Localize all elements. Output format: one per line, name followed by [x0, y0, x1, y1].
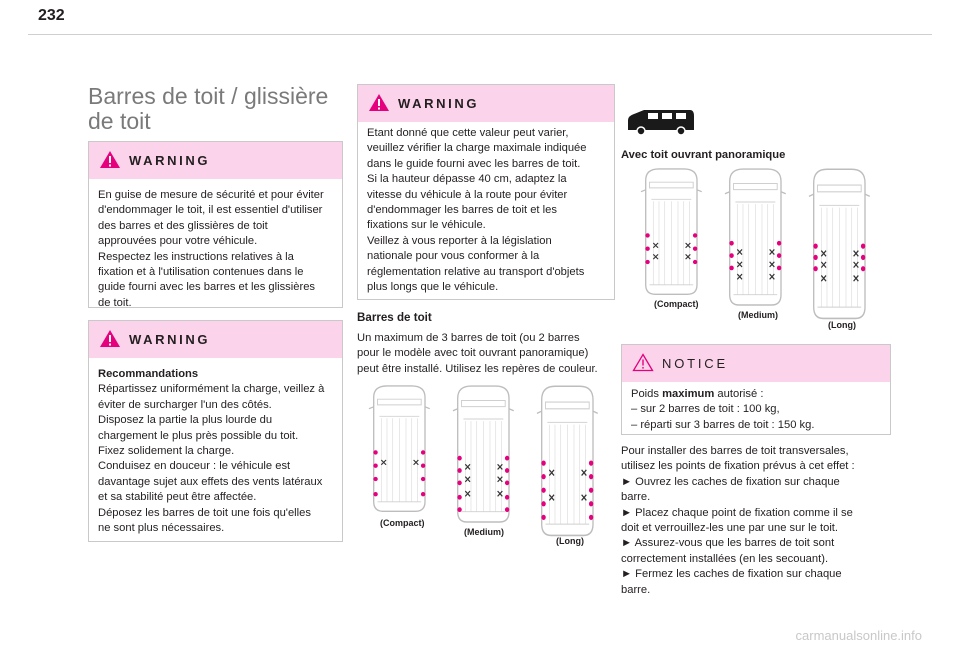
notice-header	[622, 345, 890, 382]
warning-label: WARNING	[398, 96, 480, 111]
warning-box-2	[88, 320, 343, 542]
install-line: ► Ouvrez les caches de fixation sur chaque	[621, 475, 840, 488]
van-diagram-compact	[641, 169, 702, 294]
notice-line-3: – réparti sur 3 barres de toit : 150 kg.	[631, 418, 815, 431]
install-line: doit et verrouillez-les une par une sur le toit.	[621, 522, 839, 535]
warning-line: fixation et à l'utilisation contenues dans le	[98, 266, 304, 279]
notice-text: Poids	[631, 388, 663, 400]
install-line: correctement installées (en les secouant).	[621, 552, 829, 565]
diagram-label-medium: (Medium)	[738, 310, 778, 320]
warning-line: Si la hauteur dépasse 40 cm, adaptez la	[367, 173, 567, 186]
warning-triangle-icon	[99, 329, 121, 348]
warning-line: d'endommager le toit, il est essentiel d'utiliser	[98, 204, 323, 217]
warning-line: Veillez à vous reporter à la législation	[367, 234, 552, 247]
page-title: Barres de toit / glissière de toit	[88, 83, 329, 134]
warning-line: nationale pour vous conformer à la	[367, 250, 540, 263]
notice-line-2: – sur 2 barres de toit : 100 kg,	[631, 403, 780, 416]
warning-line: éviter de surcharger l'un des côtés.	[98, 398, 272, 411]
notice-bold: maximum	[662, 388, 715, 400]
warning-line: Répartissez uniformément la charge, veillez à	[98, 383, 325, 396]
header-divider	[28, 34, 932, 35]
diagram-label-medium: (Medium)	[464, 527, 504, 537]
warning-line: plus longs que le véhicule.	[367, 281, 499, 294]
warning-line: Disposez la partie la plus lourde du	[98, 414, 273, 427]
roof-diagrams-panoramic	[640, 165, 876, 342]
diagram-label-compact: (Compact)	[654, 299, 699, 309]
warning-line: vitesse du véhicule à la route pour éviter	[367, 188, 568, 201]
van-diagram-compact	[369, 386, 430, 511]
warning-line: Déposez les barres de toit une fois qu'elles	[98, 506, 311, 519]
notice-line-1	[631, 387, 882, 402]
warning-line: et sa stabilité peut être affectée.	[98, 491, 257, 504]
warning-triangle-icon	[99, 150, 121, 169]
section-text	[357, 331, 613, 377]
warning-line: veuillez vérifier la charge maximale indiquée	[367, 142, 587, 155]
warning-line: Conduisez en douceur : le véhicule est	[98, 460, 291, 473]
warning-triangle-icon	[368, 93, 390, 112]
notice-triangle-icon	[632, 353, 654, 372]
section-line: peut être installé. Utilisez les repères de couleur.	[357, 362, 598, 375]
install-line: ► Fermez les caches de fixation sur chaque	[621, 568, 842, 581]
warning-line: guide fourni avec les barres et les glissières	[98, 281, 316, 294]
install-line: ► Placez chaque point de fixation comme il se	[621, 506, 853, 519]
warning-line: Respectez les instructions relatives à la	[98, 250, 294, 263]
install-line: utilisez les points de fixation prévus à cet effet :	[621, 460, 855, 473]
warning-line: ne sont plus nécessaires.	[98, 522, 225, 535]
notice-box	[621, 344, 891, 435]
install-line: barre.	[621, 583, 651, 596]
warning-label: WARNING	[129, 153, 211, 168]
notice-label: NOTICE	[662, 356, 728, 371]
warning-line: fixations sur le véhicule.	[367, 219, 486, 232]
page-number: 232	[38, 7, 65, 24]
van-diagram-medium	[725, 169, 786, 305]
warning-header	[89, 142, 342, 179]
warning-line: des barres et des glissières de toit	[98, 219, 268, 232]
warning-line: Fixez solidement la charge.	[98, 445, 235, 458]
warning-box-3	[357, 84, 615, 300]
warning-heading: Recommandations	[98, 368, 199, 380]
warning-line: approuvées pour votre véhicule.	[98, 235, 258, 248]
section-heading: Barres de toit	[357, 311, 432, 324]
panoramic-heading: Avec toit ouvrant panoramique	[621, 149, 786, 161]
diagram-label-long: (Long)	[828, 320, 856, 330]
warning-line: chargement le plus près possible du toit.	[98, 429, 299, 442]
warning-line: davantage sujet aux effets des vents latéraux	[98, 475, 323, 488]
section-line: Un maximum de 3 barres de toit (ou 2 barres	[357, 332, 580, 344]
warning-line: En guise de mesure de sécurité et pour éviter	[98, 189, 324, 201]
warning-header	[358, 85, 614, 122]
van-diagram-long	[809, 169, 870, 318]
van-diagram-long	[537, 386, 598, 535]
roof-diagrams-3-bars	[368, 382, 604, 555]
section-line: pour le modèle avec toit ouvrant panoramique)	[357, 347, 589, 360]
install-line: Pour installer des barres de toit transversales,	[621, 445, 849, 457]
diagram-label-compact: (Compact)	[380, 518, 425, 528]
install-line: ► Assurez-vous que les barres de toit sont	[621, 537, 835, 550]
warning-label: WARNING	[129, 332, 211, 347]
van-icon	[626, 108, 696, 136]
warning-header	[89, 321, 342, 358]
warning-line: d'endommager les barres de toit et les	[367, 204, 557, 217]
warning-line: Etant donné que cette valeur peut varier,	[367, 127, 569, 139]
van-diagram-medium	[453, 386, 514, 522]
diagram-label-long: (Long)	[556, 536, 584, 546]
install-line: barre.	[621, 491, 651, 504]
warning-line: réglementation relative au transport d'objets	[367, 265, 585, 278]
warning-line: de toit.	[98, 296, 132, 309]
notice-text: autorisé :	[714, 388, 764, 400]
warning-box-1	[88, 141, 343, 308]
watermark[interactable]: carmanualsonline.info	[795, 628, 922, 643]
install-instructions	[621, 444, 891, 598]
warning-line: dans le guide fourni avec les barres de toit.	[367, 157, 581, 170]
